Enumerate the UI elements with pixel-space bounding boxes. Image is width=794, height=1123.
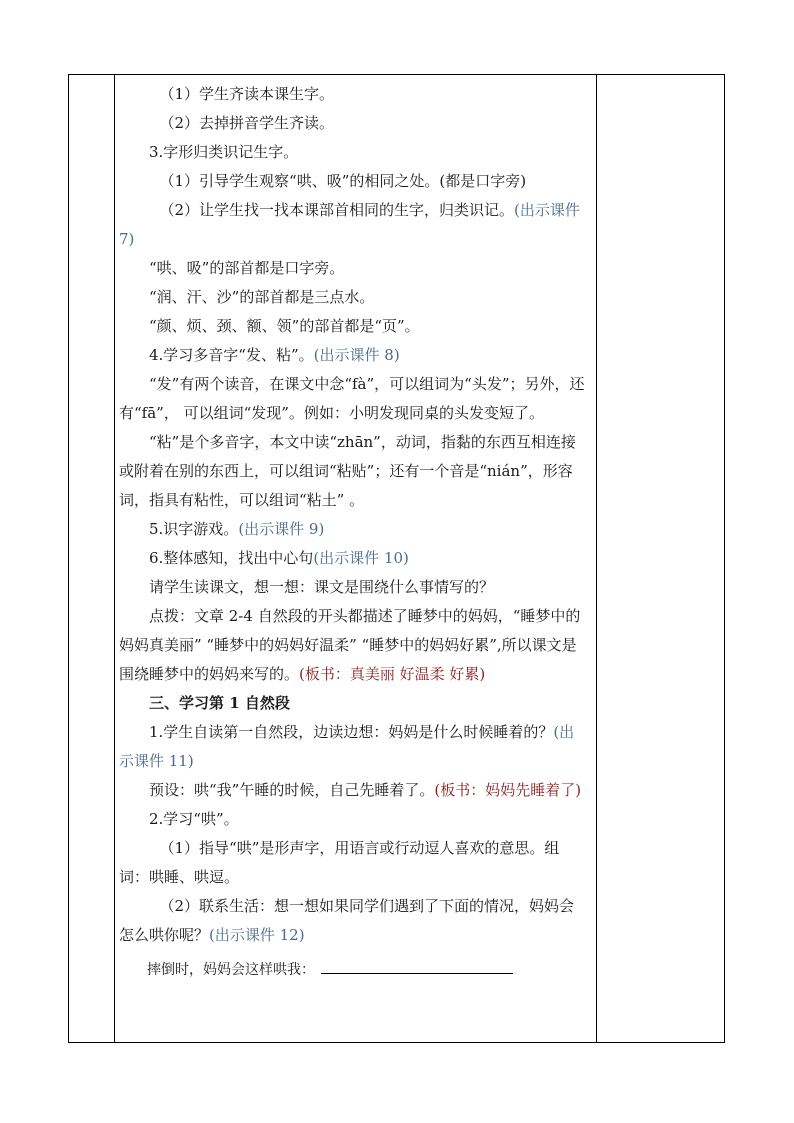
board-note: (板书：真美丽 好温柔 好累) bbox=[299, 665, 486, 683]
text-line: “粘”是个多音字，本文中读“zhān”，动词，指黏的东西互相连接或附着在别的东西上，可以组词“粘贴”；还有一个音是“nián”，形容词，指具有粘性，可以组词“粘土” 。 bbox=[119, 433, 576, 509]
slide-reference: (出示课件 11) bbox=[119, 723, 575, 770]
text-line bbox=[119, 718, 587, 776]
column-divider-left bbox=[114, 75, 115, 1042]
board-note: (板书：妈妈先睡着了) bbox=[434, 781, 582, 799]
text-line bbox=[119, 602, 587, 689]
text-line: “润、汗、沙”的部首都是三点水。 bbox=[149, 288, 375, 306]
slide-reference: (出示课件 8) bbox=[313, 346, 400, 364]
slide-reference: (出示课件 9) bbox=[238, 520, 325, 538]
text-segment: 6.整体感知，找出中心句 bbox=[149, 549, 314, 567]
slide-reference: (出示课件 7) bbox=[119, 201, 580, 248]
text-line bbox=[119, 892, 587, 950]
column-divider-right bbox=[596, 75, 597, 1042]
text-line bbox=[119, 196, 587, 254]
text-segment: 点拨：文章 2-4 自然段的开头都描述了睡梦中的妈妈，“睡梦中的妈妈真美丽” “睡梦中的妈妈好温柔” “睡梦中的妈妈好累”,所以课文是围绕睡梦中的妈妈来写的。 bbox=[119, 607, 581, 683]
text-line: （1）引导学生观察“哄、吸”的相同之处。(都是口字旁) bbox=[159, 172, 527, 190]
text-segment: 5.识字游戏。 bbox=[149, 520, 239, 538]
text-line bbox=[119, 956, 587, 985]
text-line bbox=[119, 515, 587, 544]
lesson-content bbox=[119, 80, 587, 985]
text-segment: 1.学生自读第一自然段，边读边想：妈妈是什么时候睡着的？ bbox=[149, 723, 554, 741]
answer-blank bbox=[321, 959, 513, 974]
text-segment: 4.学习多音字“发、粘”。 bbox=[149, 346, 314, 364]
text-line: （1）学生齐读本课生字。 bbox=[159, 85, 335, 103]
text-line: “哄、吸”的部首都是口字旁。 bbox=[149, 259, 345, 277]
slide-reference: (出示课件 10) bbox=[313, 549, 409, 567]
text-segment: （2）联系生活：想一想如果同学们遇到了下面的情况，妈妈会怎么哄你呢？ bbox=[119, 897, 575, 944]
text-line: “颜、烦、颈、额、领”的部首都是“页”。 bbox=[149, 317, 420, 335]
text-segment: 预设：哄“我”午睡的时候，自己先睡着了。 bbox=[149, 781, 435, 799]
text-line: 2.学习“哄”。 bbox=[149, 810, 239, 828]
text-line bbox=[119, 544, 587, 573]
text-line bbox=[119, 341, 587, 370]
section-heading: 三、学习第 1 自然段 bbox=[149, 694, 290, 712]
slide-reference: (出示课件 12) bbox=[209, 926, 305, 944]
text-line: 3.字形归类识记生字。 bbox=[149, 143, 299, 161]
text-line: （2）去掉拼音学生齐读。 bbox=[159, 114, 335, 132]
text-line: 请学生读课文，想一想：课文是围绕什么事情写的？ bbox=[149, 578, 495, 596]
fill-in-prompt: 摔倒时，妈妈会这样哄我： bbox=[147, 962, 315, 978]
text-segment: （2）让学生找一找本课部首相同的生字，归类识记。 bbox=[159, 201, 515, 219]
text-line: （1）指导“哄”是形声字，用语言或行动逗人喜欢的意思。组词：哄睡、哄逗。 bbox=[119, 839, 560, 886]
text-line: “发”有两个读音，在课文中念“fà”，可以组词为“头发”；另外，还有“fā”， 可以组词“发现”。例如：小明发现同桌的头发变短了。 bbox=[119, 375, 585, 422]
text-line bbox=[119, 776, 587, 805]
